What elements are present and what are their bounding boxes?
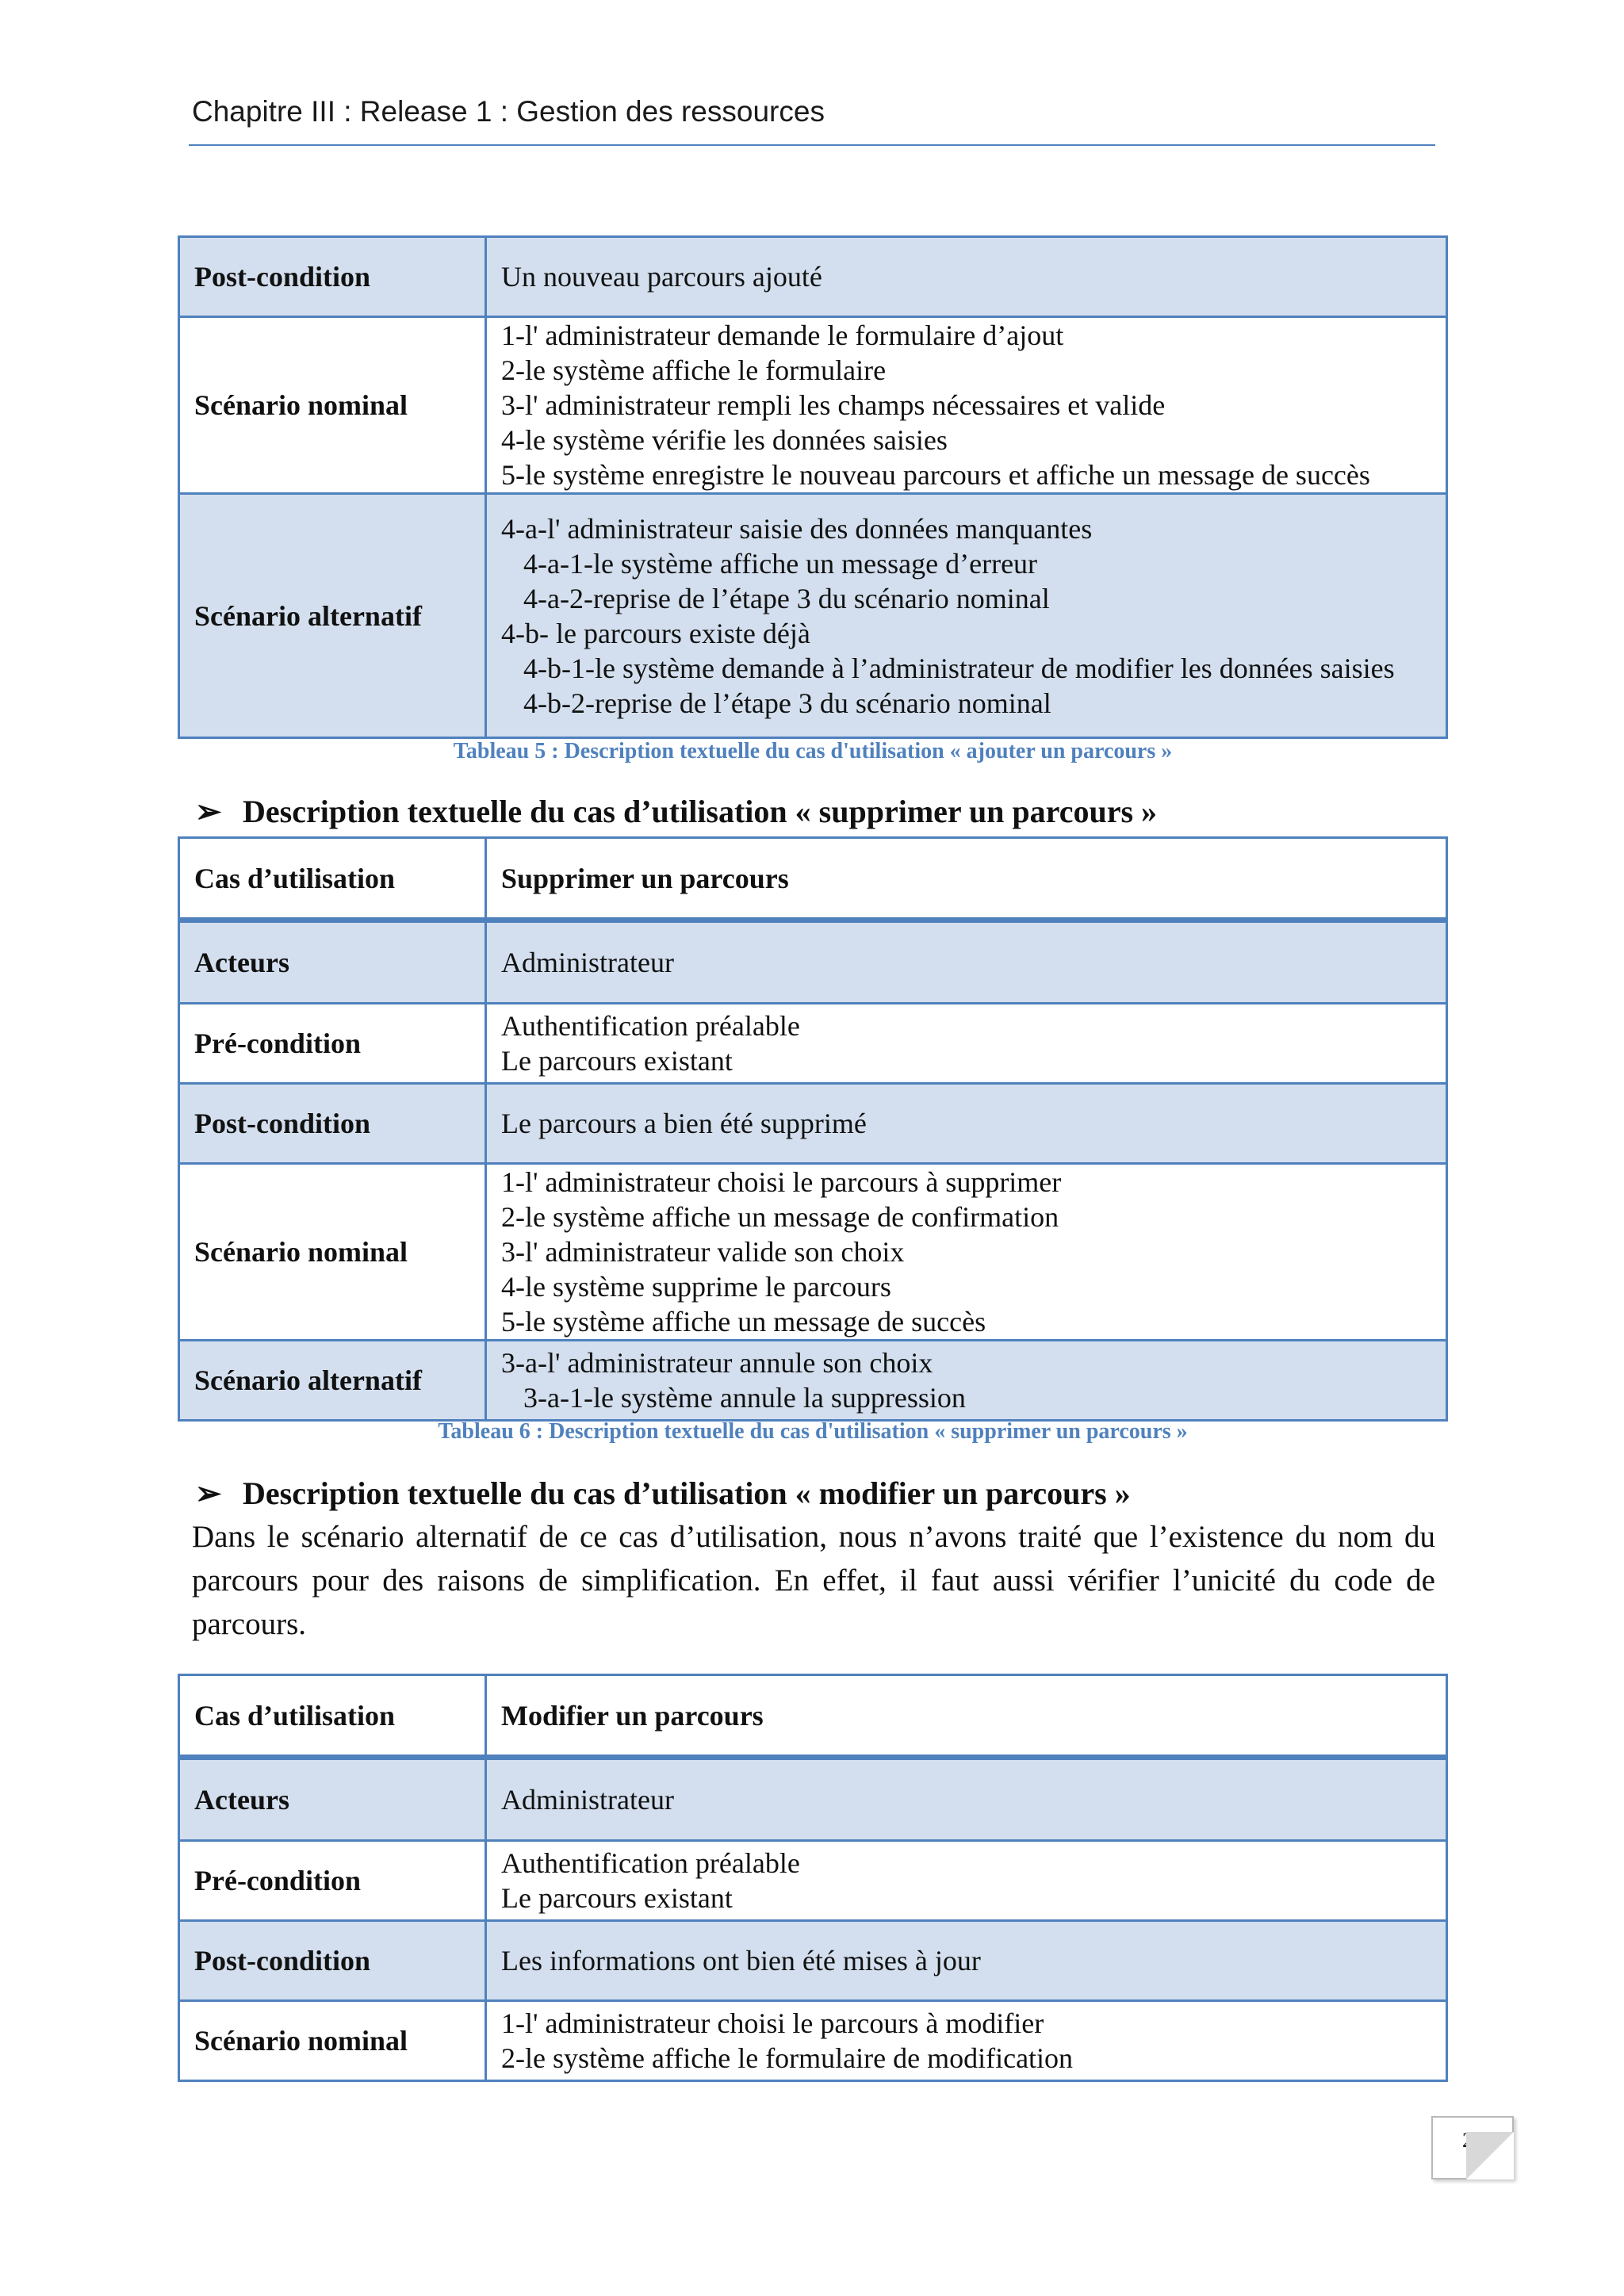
row-line: Un nouveau parcours ajouté: [501, 261, 822, 293]
row-line: 2-le système affiche le formulaire: [501, 354, 887, 386]
row-line: 3-l' administrateur valide son choix: [501, 1236, 905, 1268]
row-line: 4-b- le parcours existe déjà: [501, 617, 810, 649]
row-line: 4-a-l' administrateur saisie des données manquantes: [501, 512, 1093, 545]
row-key: Cas d’utilisation: [179, 1675, 486, 1758]
row-key: Acteurs: [179, 920, 486, 1004]
table-row: [179, 1084, 1447, 1164]
row-key: Cas d’utilisation: [179, 838, 486, 920]
table-row: [179, 1675, 1447, 1758]
row-line: 1-l' administrateur demande le formulaire d’ajout: [501, 320, 1064, 351]
row-line: Le parcours a bien été supprimé: [501, 1108, 867, 1139]
row-line: 4-a-2-reprise de l’étape 3 du scénario nominal: [523, 582, 1050, 614]
row-value: [486, 838, 1447, 920]
row-value: [486, 1164, 1447, 1341]
table-row: [179, 1004, 1447, 1084]
row-key: Scénario nominal: [179, 1164, 486, 1341]
row-key: Pré-condition: [179, 1841, 486, 1921]
row-line: 4-b-2-reprise de l’étape 3 du scénario nominal: [523, 687, 1051, 719]
table-row: [179, 1341, 1447, 1421]
row-line: 4-a-1-le système affiche un message d’erreur: [523, 547, 1038, 580]
table-row: [179, 1841, 1447, 1921]
row-value: [486, 1921, 1447, 2001]
table-row: [179, 2001, 1447, 2081]
row-line: Authentification préalable: [501, 1847, 800, 1879]
row-line: 4-le système vérifie les données saisies: [501, 424, 948, 456]
section-heading: [195, 1475, 1131, 1512]
row-key: Scénario nominal: [179, 317, 486, 494]
row-key: Pré-condition: [179, 1004, 486, 1084]
table-row: [179, 1758, 1447, 1841]
row-value: [486, 2001, 1447, 2081]
row-key: Scénario nominal: [179, 2001, 486, 2081]
page-header-title: Chapitre III : Release 1 : Gestion des ressources: [192, 95, 825, 128]
row-line: 1-l' administrateur choisi le parcours à modifier: [501, 2007, 1044, 2039]
section-heading-text: Description textuelle du cas d’utilisation « modifier un parcours »: [243, 1475, 1131, 1511]
row-line: Administrateur: [501, 947, 674, 978]
row-line: Authentification préalable: [501, 1010, 800, 1042]
table-modifier-parcours: [178, 1674, 1448, 2082]
table-row: [179, 1164, 1447, 1341]
row-value: [486, 1841, 1447, 1921]
section-heading: [195, 793, 1157, 830]
row-line: 4-b-1-le système demande à l’administrateur de modifier les données saisies: [523, 652, 1395, 684]
row-line: Administrateur: [501, 1784, 674, 1816]
row-line: Le parcours existant: [501, 1882, 733, 1914]
table-caption: Tableau 6 : Description textuelle du cas d'utilisation « supprimer un parcours »: [438, 1419, 1188, 1444]
row-value: [486, 1675, 1447, 1758]
table-caption: Tableau 5 : Description textuelle du cas d'utilisation « ajouter un parcours »: [453, 739, 1173, 763]
arrow-bullet-icon: ➢: [195, 1475, 222, 1511]
row-value: [486, 237, 1447, 317]
body-paragraph: Dans le scénario alternatif de ce cas d’utilisation, nous n’avons traité que l’existence du nom du parcours pour des raisons de simplification. En effet, il faut aussi vérifier l’unicité du code de parcours.: [192, 1520, 1435, 1641]
row-value: [486, 494, 1447, 738]
row-value: [486, 1758, 1447, 1841]
table-row: [179, 838, 1447, 920]
row-value: [486, 317, 1447, 494]
row-key: Scénario alternatif: [179, 494, 486, 738]
row-key: Scénario alternatif: [179, 1341, 486, 1421]
arrow-bullet-icon: ➢: [195, 794, 222, 829]
row-line: 3-a-1-le système annule la suppression: [523, 1382, 966, 1414]
row-key: Post-condition: [179, 1921, 486, 2001]
row-line: 4-le système supprime le parcours: [501, 1271, 891, 1303]
table-row: [179, 920, 1447, 1004]
row-key: Post-condition: [179, 237, 486, 317]
row-line: Le parcours existant: [501, 1045, 733, 1077]
row-line: 5-le système enregistre le nouveau parcours et affiche un message de succès: [501, 459, 1370, 491]
row-line: 1-l' administrateur choisi le parcours à supprimer: [501, 1166, 1062, 1198]
row-line: 2-le système affiche le formulaire de modification: [501, 2042, 1074, 2074]
table-row: [179, 237, 1447, 317]
row-line: 2-le système affiche un message de confirmation: [501, 1201, 1059, 1233]
table-supprimer-parcours: [178, 836, 1448, 1422]
page-fold-icon: [1466, 2132, 1514, 2179]
row-line: 5-le système affiche un message de succès: [501, 1306, 986, 1337]
header-rule: [189, 144, 1435, 146]
table-ajouter-parcours: [178, 235, 1448, 739]
row-line: Les informations ont bien été mises à jour: [501, 1945, 981, 1976]
table-row: [179, 317, 1447, 494]
table-row: [179, 1921, 1447, 2001]
row-value: [486, 1004, 1447, 1084]
row-value: [486, 1084, 1447, 1164]
row-line: 3-l' administrateur rempli les champs nécessaires et valide: [501, 389, 1166, 421]
row-line: Supprimer un parcours: [501, 862, 789, 894]
table-row: [179, 494, 1447, 738]
page-number-box: [1431, 2116, 1514, 2179]
page-number: 29: [1462, 2129, 1483, 2152]
row-key: Post-condition: [179, 1084, 486, 1164]
section-heading-text: Description textuelle du cas d’utilisation « supprimer un parcours »: [243, 794, 1158, 829]
row-line: 3-a-l' administrateur annule son choix: [501, 1347, 933, 1379]
row-value: [486, 1341, 1447, 1421]
row-key: Acteurs: [179, 1758, 486, 1841]
row-value: [486, 920, 1447, 1004]
row-line: Modifier un parcours: [501, 1699, 764, 1732]
